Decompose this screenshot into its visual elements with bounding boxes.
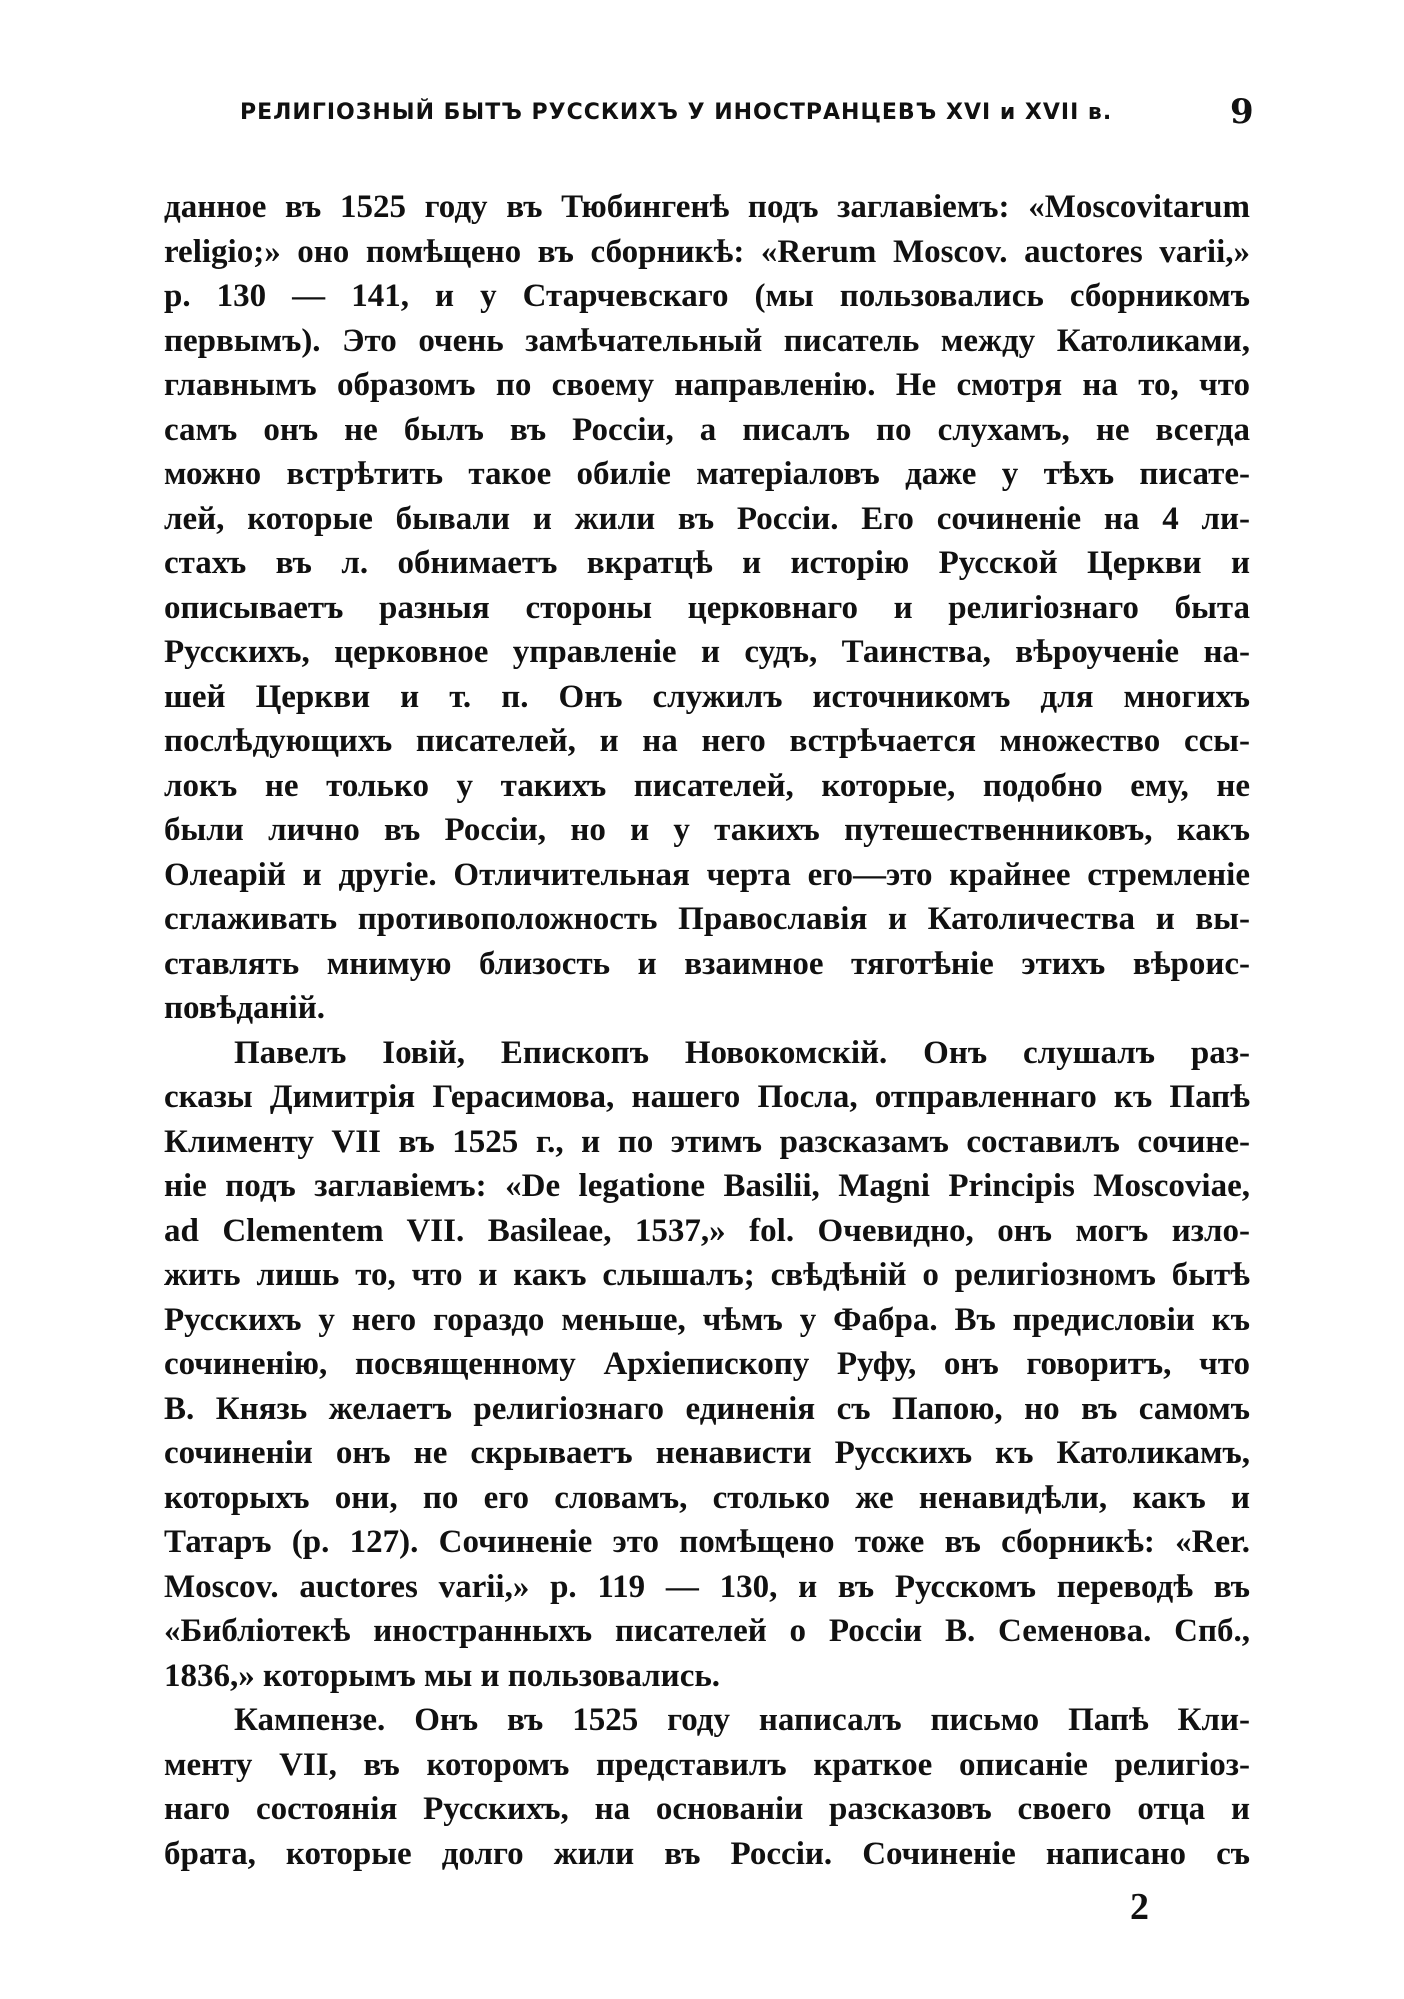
text-line: ставлять мнимую близость и взаимное тяготѣніе этихъ вѣроис- <box>164 945 1250 982</box>
text-line: Олеарій и другіе. Отличительная черта его—это крайнее стремленіе <box>164 856 1250 893</box>
text-line: самъ онъ не былъ въ Россіи, а писалъ по слухамъ, не всегда <box>164 411 1250 448</box>
text-line: Клименту VII въ 1525 г., и по этимъ разсказамъ составилъ сочине- <box>164 1123 1250 1160</box>
text-line: Moscov. auctores varii,» p. 119 — 130, и въ Русскомъ переводѣ въ <box>164 1568 1250 1605</box>
text-line: шей Церкви и т. п. Онъ служилъ источникомъ для многихъ <box>164 678 1250 715</box>
text-line: Русскихъ у него гораздо меньше, чѣмъ у Фабра. Въ предисловіи къ <box>164 1301 1250 1338</box>
text-line: p. 130 — 141, и у Старчевскаго (мы пользовались сборникомъ <box>164 278 1250 314</box>
text-line: стахъ въ л. обнимаетъ вкратцѣ и исторію Русской Церкви и <box>164 545 1250 581</box>
body-text <box>164 185 1250 1876</box>
text-line: сочиненіи онъ не скрываетъ ненависти Русскихъ къ Католикамъ, <box>164 1435 1250 1471</box>
text-line: Татаръ (p. 127). Сочиненіе это помѣщено тоже въ сборникѣ: «Rer. <box>164 1524 1250 1560</box>
text-line: данное въ 1525 году въ Тюбингенѣ подъ заглавіемъ: «Moscovitarum <box>164 189 1250 225</box>
running-title: РЕЛИГІОЗНЫЙ БЫТЪ РУССКИХЪ У ИНОСТРАНЦЕВЪ XVI и XVII в. <box>240 100 1113 125</box>
page-number: 9 <box>1230 92 1254 132</box>
text-line: «Библіотекѣ иностранныхъ писателей о Россіи В. Семенова. Спб., <box>164 1613 1250 1649</box>
text-line: religio;» оно помѣщено въ сборникѣ: «Rerum Moscov. auctores varii,» <box>164 233 1250 270</box>
text-line: первымъ). Это очень замѣчательный писатель между Католиками, <box>164 322 1250 359</box>
text-line: лей, которые бывали и жили въ Россіи. Его сочиненіе на 4 ли- <box>164 500 1250 537</box>
text-line: были лично въ Россіи, но и у такихъ путешественниковъ, какъ <box>164 812 1250 848</box>
text-line: Русскихъ, церковное управленіе и судъ, Таинства, вѣроученіе на- <box>164 634 1250 670</box>
text-line: ad Clementem VII. Basileae, 1537,» fol. Очевидно, онъ могъ изло- <box>164 1212 1250 1249</box>
text-line: брата, которые долго жили въ Россіи. Сочиненіе написано съ <box>164 1835 1250 1872</box>
text-line: послѣдующихъ писателей, и на него встрѣчается множество ссы- <box>164 723 1250 759</box>
text-line: В. Князь желаетъ религіознаго единенія съ Папою, но въ самомъ <box>164 1390 1250 1427</box>
text-line: наго состоянія Русскихъ, на основаніи разсказовъ своего отца и <box>164 1791 1250 1827</box>
text-line: сочиненію, посвященному Архіепископу Руфу, онъ говоритъ, что <box>164 1346 1250 1382</box>
signature-mark: 2 <box>1130 1886 1149 1928</box>
text-line: ніе подъ заглавіемъ: «De legatione Basilii, Magni Principis Moscoviae, <box>164 1168 1250 1204</box>
text-line: Кампензе. Онъ въ 1525 году написалъ письмо Папѣ Кли- <box>234 1702 1250 1738</box>
text-line: главнымъ образомъ по своему направленію. Не смотря на то, что <box>164 367 1250 403</box>
text-line: можно встрѣтить такое обиліе матеріаловъ даже у тѣхъ писате- <box>164 456 1250 492</box>
text-line: жить лишь то, что и какъ слышалъ; свѣдѣній о религіозномъ бытѣ <box>164 1257 1250 1293</box>
text-line: сказы Димитрія Герасимова, нашего Посла, отправленнаго къ Папѣ <box>164 1079 1250 1115</box>
text-line: описываетъ разныя стороны церковнаго и религіознаго быта <box>164 589 1250 626</box>
text-line: Павелъ Іовій, Епископъ Новокомскій. Онъ слушалъ раз- <box>234 1034 1250 1071</box>
text-line: локъ не только у такихъ писателей, которые, подобно ему, не <box>164 767 1250 804</box>
text-line: повѣданій. <box>164 990 325 1026</box>
text-line: сглаживать противоположность Православія и Католичества и вы- <box>164 901 1250 937</box>
text-line: 1836,» которымъ мы и пользовались. <box>164 1657 721 1694</box>
text-line: которыхъ они, по его словамъ, столько же ненавидѣли, какъ и <box>164 1479 1250 1516</box>
text-line: менту VII, въ которомъ представилъ краткое описаніе религіоз- <box>164 1746 1250 1783</box>
